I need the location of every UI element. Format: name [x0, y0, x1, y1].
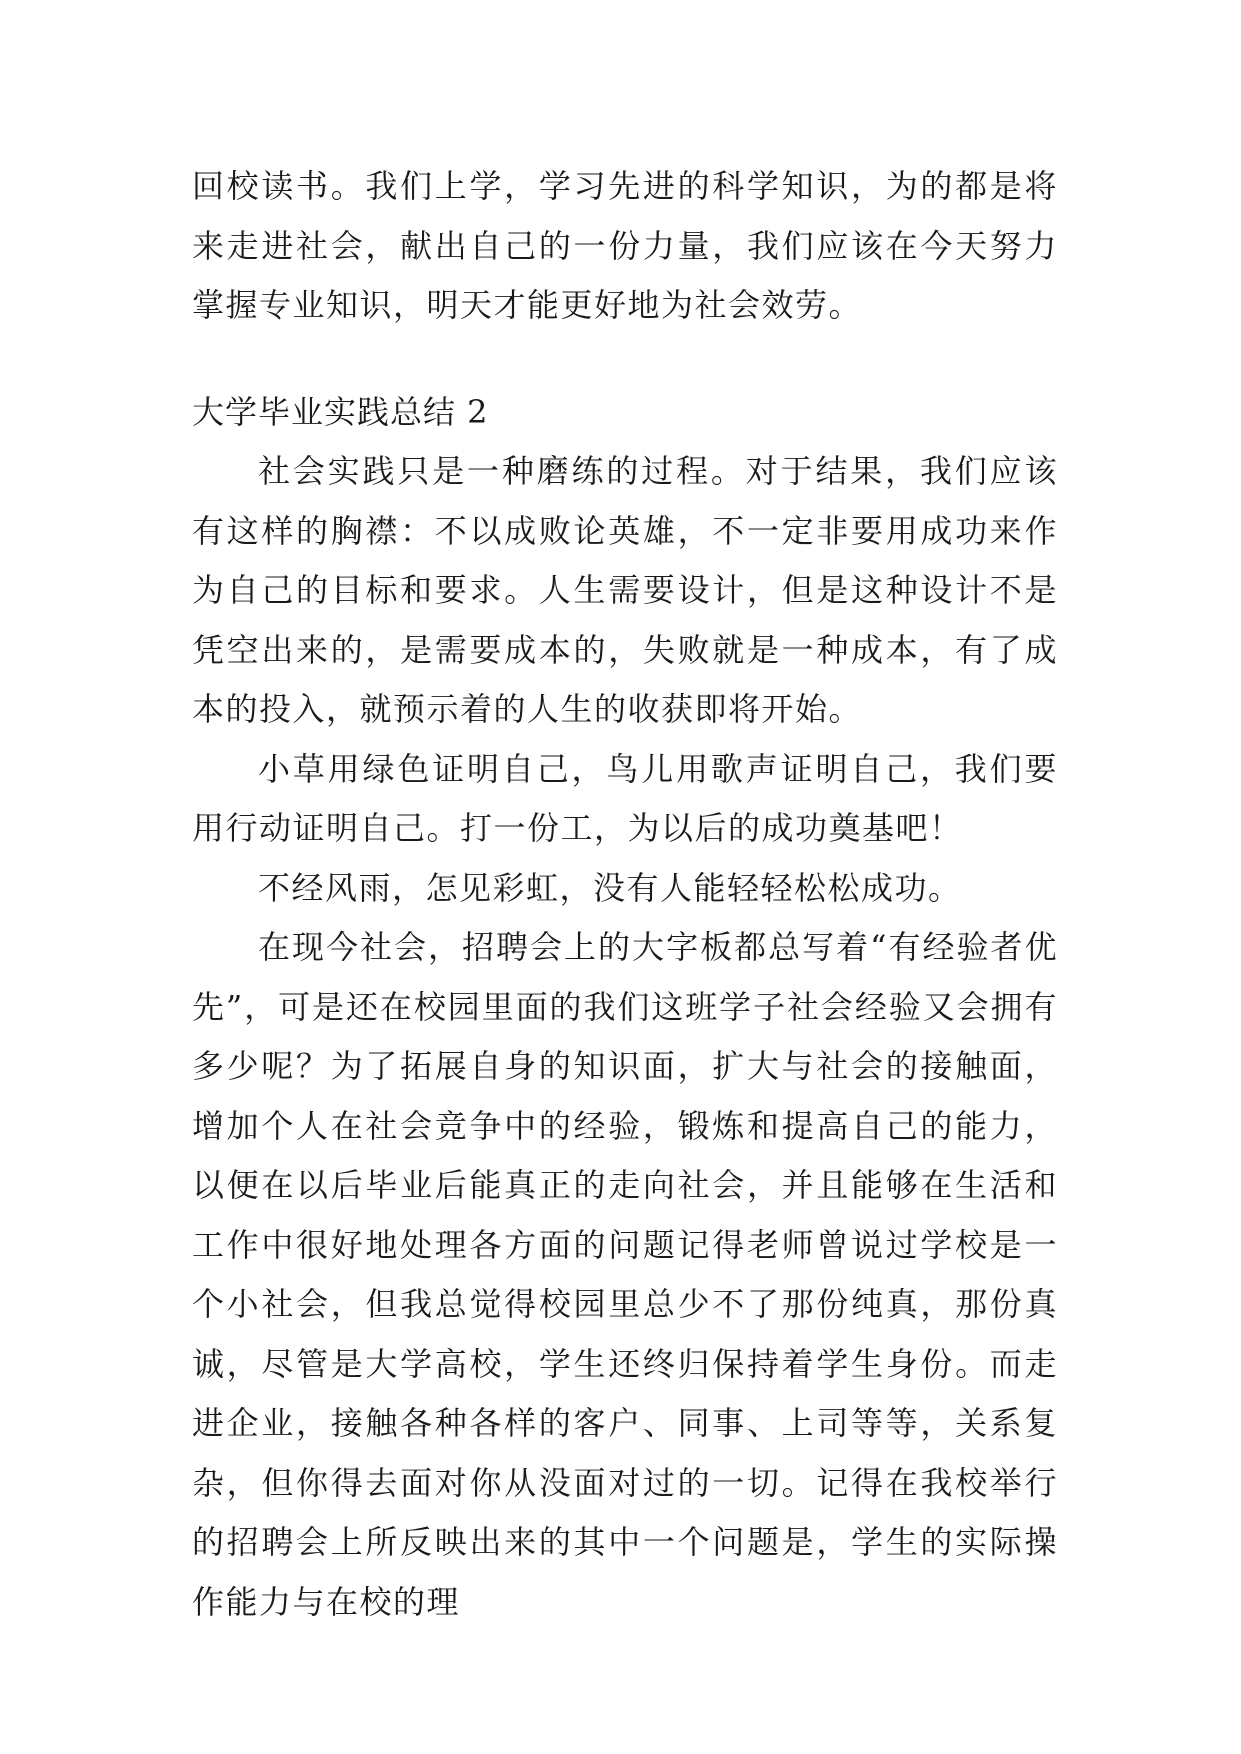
- document-body: [192, 157, 1058, 1632]
- body-paragraph-1: 社会实践只是一种磨练的过程。对于结果，我们应该有这样的胸襟：不以成败论英雄，不一定非要用成功来作为自己的目标和要求。人生需要设计，但是这种设计不是凭空出来的，是需要成本的，失败就是一种成本，有了成本的投入，就预示着的人生的收获即将开始。: [192, 452, 1058, 728]
- body-paragraph-3: 不经风雨，怎见彩虹，没有人能轻轻松松成功。: [258, 868, 962, 907]
- continuation-paragraph: 回校读书。我们上学，学习先进的科学知识，为的都是将来走进社会，献出自己的一份力量，我们应该在今天努力掌握专业知识，明天才能更好地为社会效劳。: [192, 167, 1058, 324]
- section-title: 大学毕业实践总结 2: [192, 392, 489, 431]
- body-paragraph-4: 在现今社会，招聘会上的大字板都总写着“有经验者优先”，可是还在校园里面的我们这班学子社会经验又会拥有多少呢？为了拓展自身的知识面，扩大与社会的接触面，增加个人在社会竞争中的经验，锻炼和提高自己的能力，以便在以后毕业后能真正的走向社会，并且能够在生活和工作中很好地处理各方面的问题记得老师曾说过学校是一个小社会，但我总觉得校园里总少不了那份纯真，那份真诚，尽管是大学高校，学生还终归保持着学生身份。而走进企业，接触各种各样的客户、同事、上司等等，关系复杂，但你得去面对你从没面对过的一切。记得在我校举行的招聘会上所反映出来的其中一个问题是，学生的实际操作能力与在校的理: [192, 928, 1058, 1621]
- body-paragraph-2: 小草用绿色证明自己，鸟儿用歌声证明自己，我们要用行动证明自己。打一份工，为以后的成功奠基吧！: [192, 749, 1058, 847]
